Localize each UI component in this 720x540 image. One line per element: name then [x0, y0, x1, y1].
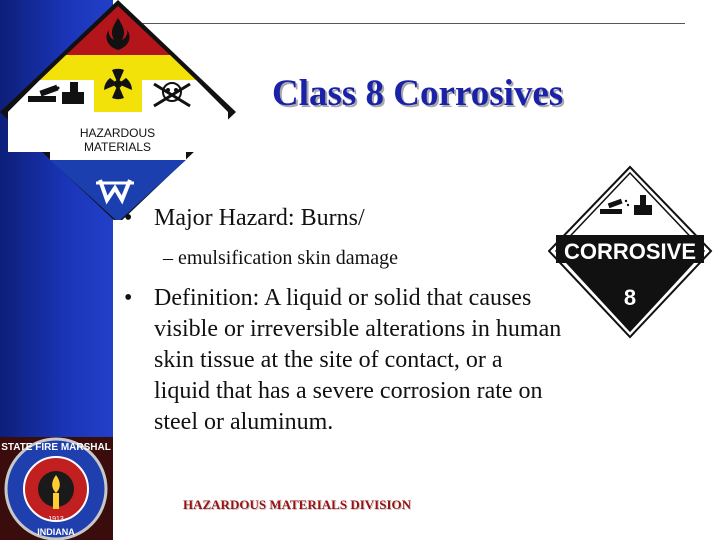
bullet-dot: • [124, 205, 133, 231]
seal-top-text: STATE FIRE MARSHAL [1, 442, 111, 453]
seal-year-text: 1913 [48, 516, 64, 523]
placard-label: HAZARDOUS MATERIALS [79, 126, 156, 154]
footer-division: HAZARDOUS MATERIALS DIVISION [183, 497, 412, 512]
bullet-major-hazard [124, 205, 365, 232]
bullet-text: Major Hazard: Burns/ [154, 205, 365, 231]
slide-title: Class 8 Corrosives [272, 73, 564, 114]
sub-bullet-text: – emulsification skin damage [163, 247, 398, 269]
seal-bottom-text: INDIANA [37, 527, 75, 537]
corrosive-placard [548, 165, 713, 345]
class-number: 8 [623, 285, 637, 310]
sub-bullet-emulsification [163, 247, 398, 270]
state-fire-marshal-seal [0, 437, 113, 540]
corrosive-label: CORROSIVE [563, 239, 697, 264]
bullet-text: Definition: A liquid or solid that causes visible or irreversible alterations in human skin tissue at the site of contact, or a liquid that has a severe corrosion rate on steel or aluminum. [154, 285, 562, 435]
bullet-dot: • [124, 285, 133, 311]
seal-graphic [0, 437, 113, 540]
hazmat-placard [0, 0, 240, 220]
bullet-definition [124, 283, 564, 438]
